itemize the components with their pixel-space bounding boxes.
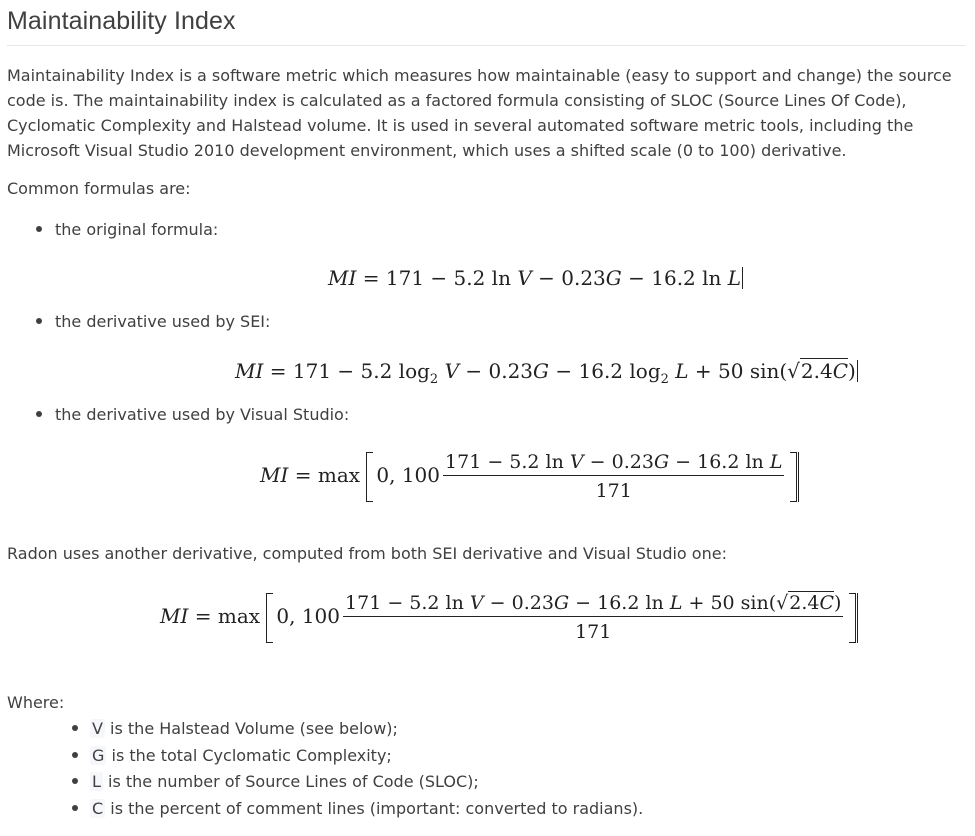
radon-paragraph: Radon uses another derivative, computed from both SEI derivative and Visual Studio one: <box>7 544 727 563</box>
list-item <box>72 796 643 823</box>
list-item-original <box>36 219 218 241</box>
page-title: Maintainability Index <box>7 0 965 46</box>
formula-original: MI = 171 − 5.2 ln V − 0.23G − 16.2 ln L <box>328 266 742 290</box>
list-item <box>72 743 643 770</box>
variable-code: G <box>92 745 105 765</box>
list-item-visual-studio <box>36 404 349 426</box>
list-item-sei <box>36 311 270 333</box>
variable-code: C <box>92 798 104 818</box>
formula-sei: MI = 171 − 5.2 $\log_2 V - 0.23G - 16.2$ $\log_2 L + 50$ sin(√2.4C) <box>235 359 856 387</box>
bullet-icon <box>72 725 78 731</box>
variable-code: L <box>92 772 101 791</box>
intro-paragraph: Maintainability Index is a software metric which measures how maintainable (easy to support and change) the source code is. The maintainability index is calculated as a factored formula consisting of SLOC (Source Lines Of Code), Cyclomatic Complexity and Halstead volume. It is used in several automated software metric tools, including the Microsoft Visual Studio 2010 development environment, which uses a shifted scale (0 to 100) derivative. <box>7 66 952 160</box>
bullet-icon <box>72 778 78 784</box>
where-label: Where: <box>7 693 65 712</box>
bullet-icon <box>72 805 78 811</box>
definitions-list <box>72 716 643 822</box>
bullet-icon <box>36 226 42 232</box>
formula-label: the derivative used by Visual Studio: <box>55 405 350 424</box>
common-formulas-label: Common formulas are: <box>7 179 191 198</box>
definition-text: is the number of Source Lines of Code (SLOC); <box>102 772 479 791</box>
formula-visual-studio: MI = max 0, 100 $\frac{\text{171 − 5.2 ln V − 0.23G − 16.2 ln L}}{171}$ <box>260 451 799 502</box>
bullet-icon <box>36 318 42 324</box>
bullet-icon <box>72 752 78 758</box>
definition-text: is the percent of comment lines (important: converted to radians). <box>105 798 644 818</box>
list-item <box>72 769 643 796</box>
list-item <box>72 716 643 743</box>
bullet-icon <box>36 411 42 417</box>
formula-label: the derivative used by SEI: <box>55 312 271 331</box>
definition-text: is the total Cyclomatic Complexity; <box>106 745 392 765</box>
definition-text: is the Halstead Volume (see below); <box>104 719 398 738</box>
variable-code: V <box>92 719 103 738</box>
formula-label: the original formula: <box>55 220 219 239</box>
formula-radon: MI = max 0, 100 $\frac{\text{171 − 5.2 ln V − 0.23G − 16.2 ln L + 50 sin(√2.4C)}}{171}$ <box>160 592 858 643</box>
